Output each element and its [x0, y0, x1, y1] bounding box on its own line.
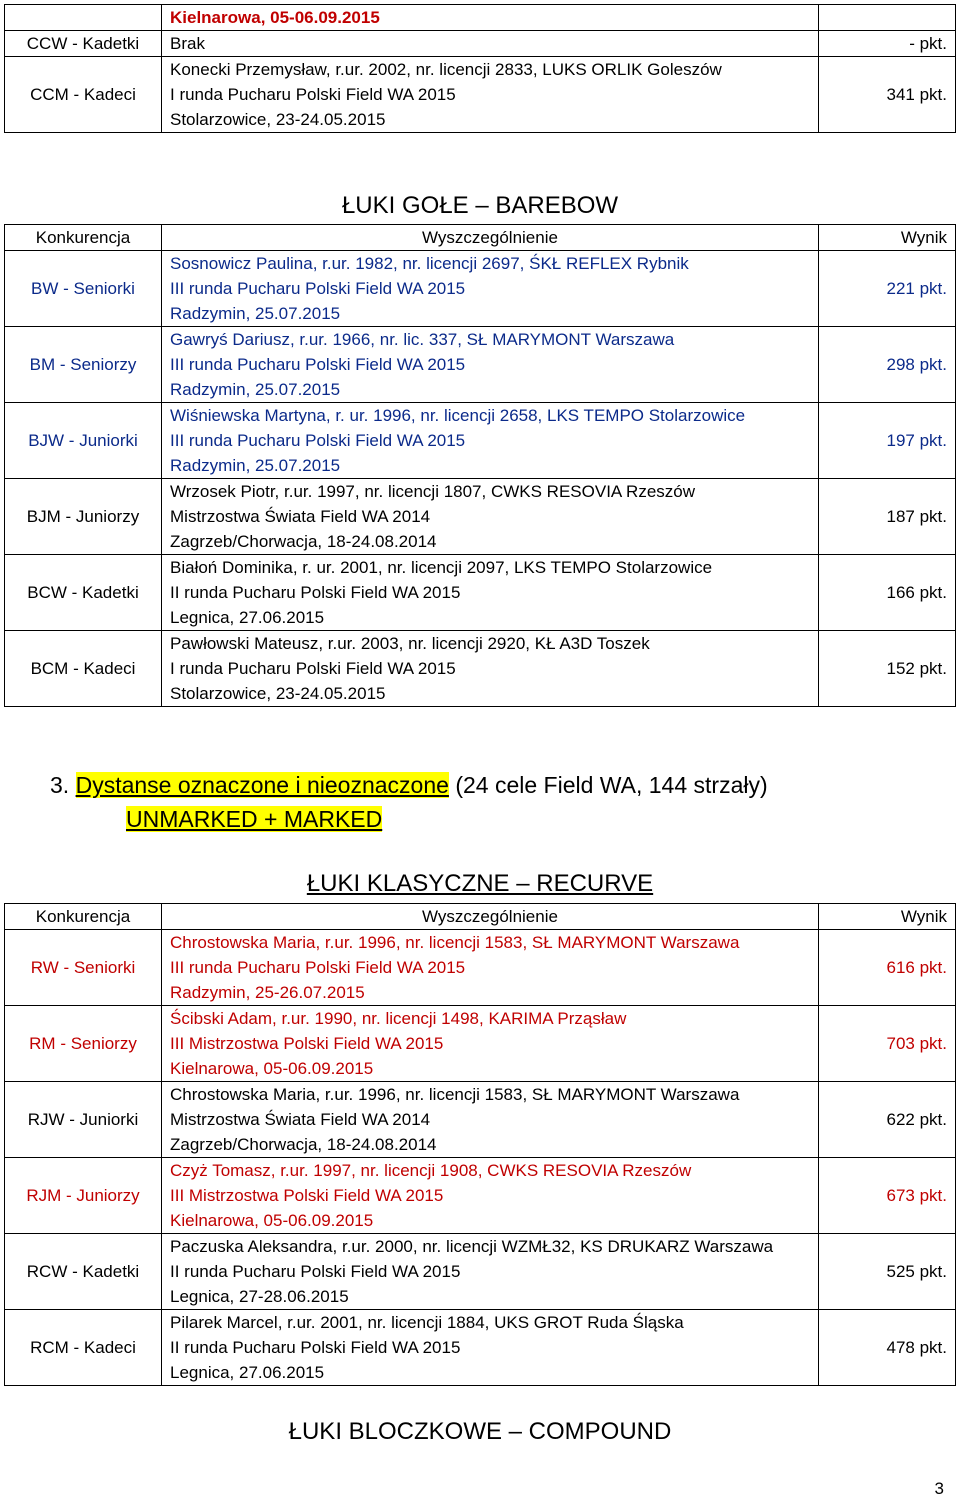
table-row [5, 327, 956, 403]
details-line: Radzymin, 25.07.2015 [170, 380, 341, 399]
category-cell: CCM - Kadeci [5, 57, 162, 133]
page-number: 3 [934, 1479, 944, 1498]
details-cell [162, 1006, 819, 1082]
result-cell: 622 pkt. [819, 1082, 956, 1158]
table-row [5, 930, 956, 1006]
table-row [5, 31, 956, 57]
details-line: Legnica, 27.06.2015 [170, 1363, 325, 1382]
details-line: III runda Pucharu Polski Field WA 2015 [170, 431, 466, 450]
category-cell: RJW - Juniorki [5, 1082, 162, 1158]
details-line: Ścibski Adam, r.ur. 1990, nr. licencji 1498, KARIMA Prząsław [170, 1009, 627, 1028]
recurve-title: ŁUKI KLASYCZNE – RECURVE [306, 870, 654, 897]
header-category: Konkurencja [5, 904, 162, 930]
distances-details: (24 cele Field WA, 144 strzały) [448, 772, 768, 798]
result-cell: 703 pkt. [819, 1006, 956, 1082]
category-cell: BJM - Juniorzy [5, 479, 162, 555]
distances-title: Dystanse oznaczone i nieoznaczone [75, 772, 449, 798]
table-row [5, 479, 956, 555]
details-line: Stolarzowice, 23-24.05.2015 [170, 684, 386, 703]
details-line: Paczuska Aleksandra, r.ur. 2000, nr. licencji WZMŁ32, KS DRUKARZ Warszawa [170, 1237, 774, 1256]
details-line: Pilarek Marcel, r.ur. 2001, nr. licencji 1884, UKS GROT Ruda Śląska [170, 1313, 684, 1332]
details-line: Gawryś Dariusz, r.ur. 1966, nr. lic. 337, SŁ MARYMONT Warszawa [170, 330, 675, 349]
details-cell [162, 1310, 819, 1386]
category-cell: BM - Seniorzy [5, 327, 162, 403]
details-line: Białoń Dominika, r. ur. 2001, nr. licencji 2097, LKS TEMPO Stolarzowice [170, 558, 713, 577]
details-line: Zagrzeb/Chorwacja, 18-24.08.2014 [170, 1135, 437, 1154]
details-line: Brak [170, 34, 205, 53]
category-cell: BCW - Kadetki [5, 555, 162, 631]
details-cell [162, 403, 819, 479]
details-cell [162, 1082, 819, 1158]
details-line: Kielnarowa, 05-06.09.2015 [170, 1059, 374, 1078]
result-cell: 221 pkt. [819, 251, 956, 327]
table-header-row [5, 225, 956, 251]
result-cell: 187 pkt. [819, 479, 956, 555]
result-cell: 166 pkt. [819, 555, 956, 631]
details-line: III runda Pucharu Polski Field WA 2015 [170, 355, 466, 374]
details-line: III runda Pucharu Polski Field WA 2015 [170, 958, 466, 977]
category-cell: RCM - Kadeci [5, 1310, 162, 1386]
barebow-table [4, 224, 956, 707]
details-cell [162, 57, 819, 133]
details-line: Zagrzeb/Chorwacja, 18-24.08.2014 [170, 532, 437, 551]
details-line: III Mistrzostwa Polski Field WA 2015 [170, 1034, 444, 1053]
details-cell [162, 1234, 819, 1310]
category-cell: BW - Seniorki [5, 251, 162, 327]
details-line: II runda Pucharu Polski Field WA 2015 [170, 583, 461, 602]
details-line: Stolarzowice, 23-24.05.2015 [170, 110, 386, 129]
details-line: Sosnowicz Paulina, r.ur. 1982, nr. licencji 2697, ŚKŁ REFLEX Rybnik [170, 254, 689, 273]
details-line: III Mistrzostwa Polski Field WA 2015 [170, 1186, 444, 1205]
details-cell [162, 555, 819, 631]
details-line: II runda Pucharu Polski Field WA 2015 [170, 1262, 461, 1281]
details-line: Legnica, 27-28.06.2015 [170, 1287, 349, 1306]
result-cell [819, 5, 956, 31]
recurve-table [4, 903, 956, 1386]
category-cell: RM - Seniorzy [5, 1006, 162, 1082]
details-line: Mistrzostwa Świata Field WA 2014 [170, 1110, 431, 1129]
details-line: I runda Pucharu Polski Field WA 2015 [170, 659, 456, 678]
category-cell: RJM - Juniorzy [5, 1158, 162, 1234]
table-row [5, 631, 956, 707]
details-line: Radzymin, 25.07.2015 [170, 304, 341, 323]
details-cell [162, 930, 819, 1006]
table-row [5, 5, 956, 31]
details-line: Legnica, 27.06.2015 [170, 608, 325, 627]
category-cell: BJW - Juniorki [5, 403, 162, 479]
table-row [5, 1310, 956, 1386]
table-row [5, 251, 956, 327]
details-line: Kielnarowa, 05-06.09.2015 [170, 1211, 374, 1230]
compound-title: ŁUKI BLOCZKOWE – COMPOUND [288, 1418, 672, 1445]
table-row [5, 403, 956, 479]
table-row [5, 1082, 956, 1158]
details-cell [162, 631, 819, 707]
result-cell: 525 pkt. [819, 1234, 956, 1310]
result-cell: 298 pkt. [819, 327, 956, 403]
result-cell: 478 pkt. [819, 1310, 956, 1386]
header-details: Wyszczególnienie [162, 225, 819, 251]
barebow-title: ŁUKI GOŁE – BAREBOW [341, 192, 619, 219]
details-line: Radzymin, 25.07.2015 [170, 456, 341, 475]
distances-subheading [126, 802, 382, 836]
result-cell: 152 pkt. [819, 631, 956, 707]
category-cell: BCM - Kadeci [5, 631, 162, 707]
table-row [5, 57, 956, 133]
result-cell: 197 pkt. [819, 403, 956, 479]
details-cell [162, 251, 819, 327]
details-line: I runda Pucharu Polski Field WA 2015 [170, 85, 456, 104]
details-line: Radzymin, 25-26.07.2015 [170, 983, 365, 1002]
result-cell: 616 pkt. [819, 930, 956, 1006]
details-cell [162, 327, 819, 403]
details-line: Pawłowski Mateusz, r.ur. 2003, nr. licencji 2920, KŁ A3D Toszek [170, 634, 650, 653]
result-cell: - pkt. [819, 31, 956, 57]
details-line: II runda Pucharu Polski Field WA 2015 [170, 1338, 461, 1357]
distances-subtitle: UNMARKED + MARKED [126, 806, 383, 832]
table-row [5, 555, 956, 631]
details-line: Wiśniewska Martyna, r. ur. 1996, nr. licencji 2658, LKS TEMPO Stolarzowice [170, 406, 746, 425]
table-row [5, 1158, 956, 1234]
header-category: Konkurencja [5, 225, 162, 251]
details-line: Mistrzostwa Świata Field WA 2014 [170, 507, 431, 526]
category-cell: CCW - Kadetki [5, 31, 162, 57]
header-details: Wyszczególnienie [162, 904, 819, 930]
details-cell [162, 5, 819, 31]
section-number: 3. [50, 772, 70, 798]
top-results-table [4, 4, 956, 133]
distances-heading [50, 768, 768, 802]
result-cell: 341 pkt. [819, 57, 956, 133]
details-line: Wrzosek Piotr, r.ur. 1997, nr. licencji 1807, CWKS RESOVIA Rzeszów [170, 482, 696, 501]
details-line: Konecki Przemysław, r.ur. 2002, nr. licencji 2833, LUKS ORLIK Goleszów [170, 60, 722, 79]
category-cell: RW - Seniorki [5, 930, 162, 1006]
details-line: III runda Pucharu Polski Field WA 2015 [170, 279, 466, 298]
table-row [5, 1234, 956, 1310]
details-line: Kielnarowa, 05-06.09.2015 [170, 8, 380, 27]
details-cell [162, 479, 819, 555]
category-cell: RCW - Kadetki [5, 1234, 162, 1310]
details-line: Czyż Tomasz, r.ur. 1997, nr. licencji 1908, CWKS RESOVIA Rzeszów [170, 1161, 692, 1180]
table-header-row [5, 904, 956, 930]
table-row [5, 1006, 956, 1082]
details-line: Chrostowska Maria, r.ur. 1996, nr. licencji 1583, SŁ MARYMONT Warszawa [170, 1085, 740, 1104]
header-result: Wynik [819, 225, 956, 251]
category-cell [5, 5, 162, 31]
details-cell [162, 1158, 819, 1234]
result-cell: 673 pkt. [819, 1158, 956, 1234]
header-result: Wynik [819, 904, 956, 930]
details-line: Chrostowska Maria, r.ur. 1996, nr. licencji 1583, SŁ MARYMONT Warszawa [170, 933, 740, 952]
details-cell [162, 31, 819, 57]
